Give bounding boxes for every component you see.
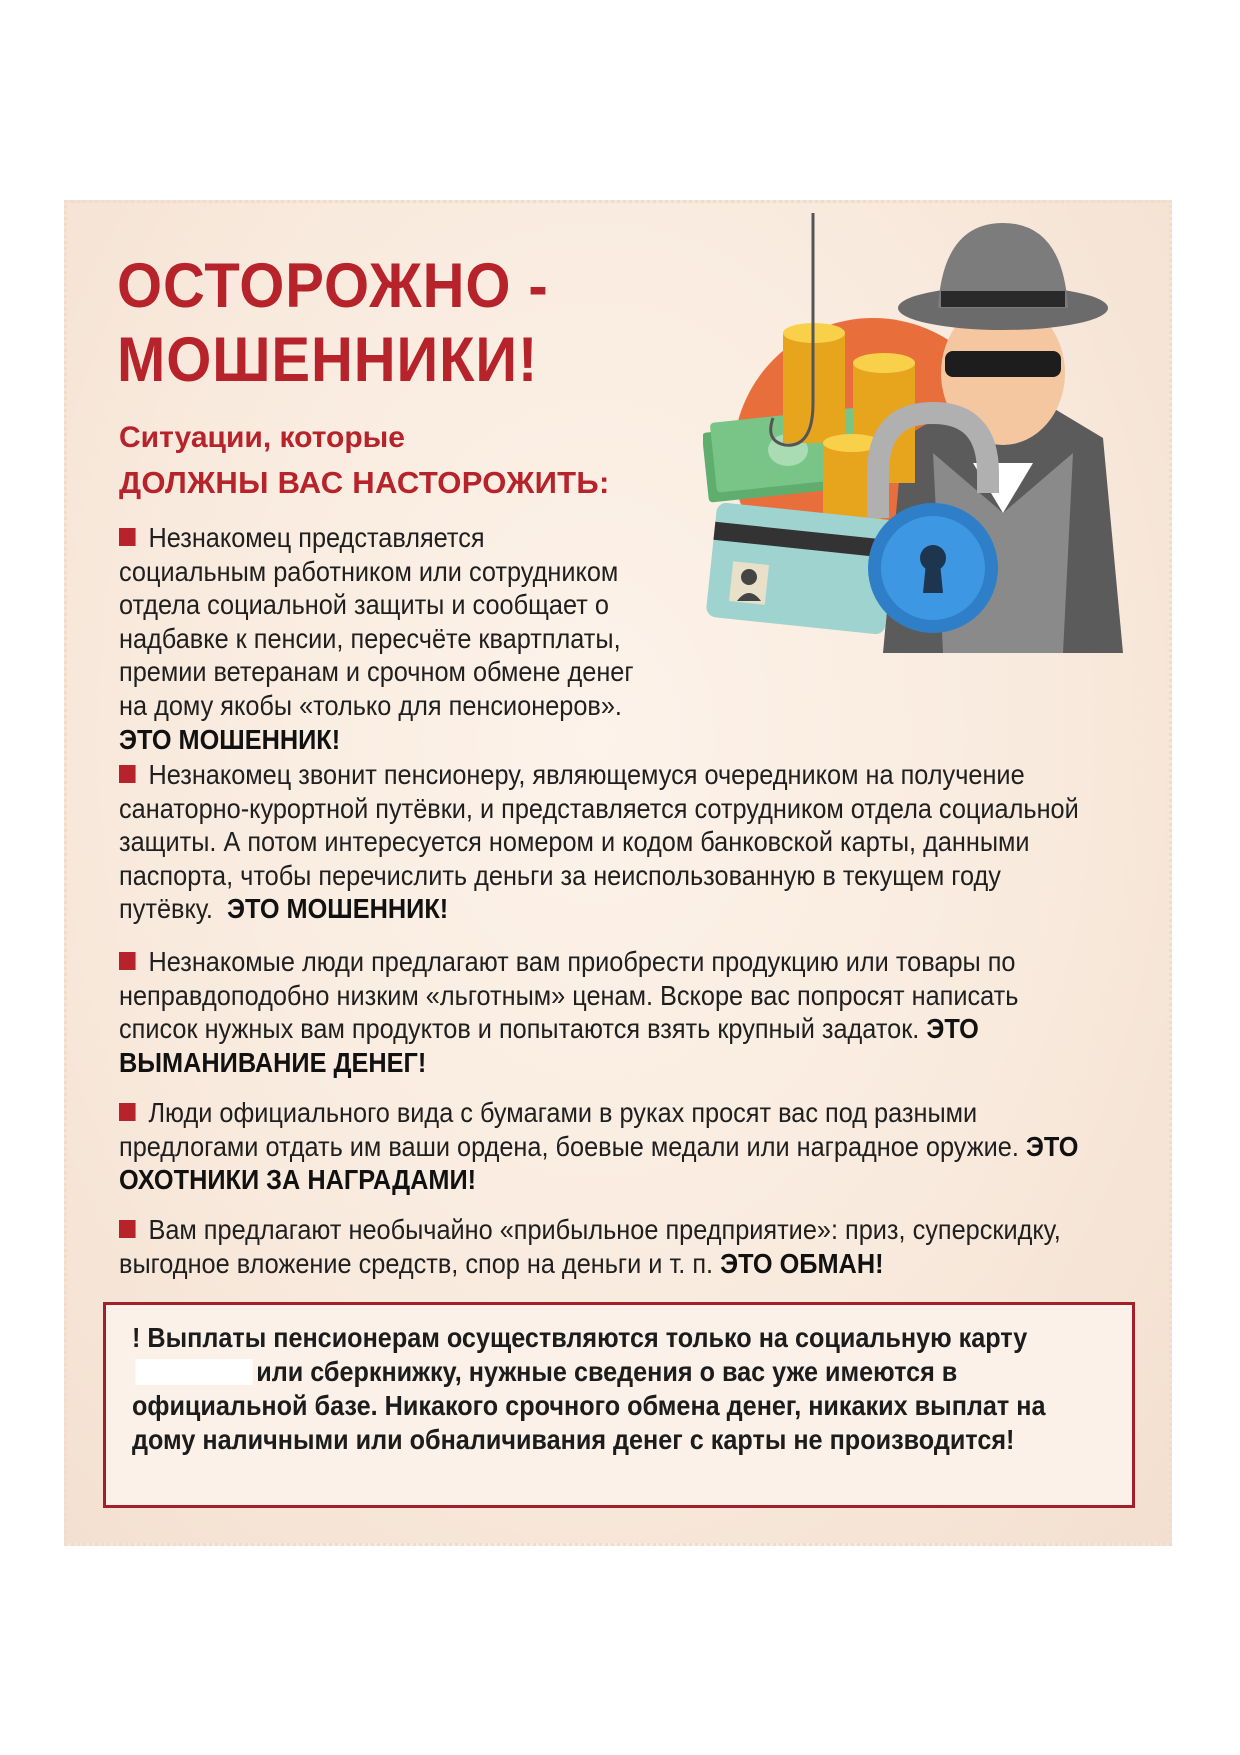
warning-item <box>119 945 1094 1079</box>
subtitle-line-1: Ситуации, которые <box>119 421 405 454</box>
notice-part-1: ! Выплаты пенсионерам осуществляются только на социальную карту <box>132 1322 1028 1353</box>
item-verdict: ЭТО МОШЕННИК! <box>227 893 449 925</box>
warning-item <box>119 521 634 756</box>
warning-item <box>119 1213 1094 1280</box>
notice-text <box>132 1321 1068 1457</box>
title-line-2: МОШЕННИКИ! <box>117 325 539 395</box>
item-text: Вам предлагают необычайно «прибыльное предприятие»: приз, суперскидку, выгодное вложение средств, спор на деньги и т. п. <box>119 1214 1061 1279</box>
bullet-square-icon <box>119 528 136 546</box>
poster <box>64 200 1172 1546</box>
bullet-square-icon <box>119 1103 136 1121</box>
item-verdict: ЭТО ОБМАН! <box>720 1247 884 1279</box>
notice-box <box>103 1302 1135 1508</box>
item-text: Незнакомец представляется социальным работником или сотрудником отдела социальной защиты и сообщает о надбавке к пенсии, пересчёте квартплаты, премии ветеранам и срочном обмене денег на дому якобы «только для пенсионеров». <box>119 522 634 721</box>
notice-part-2: или сберкнижку, нужные сведения о вас уже имеются в официальной базе. Никакого срочного обмена денег, никаких выплат на дому наличными или обналичивания денег с карты не производится! <box>132 1356 1046 1455</box>
item-text: Люди официального вида с бумагами в руках просят вас под разными предлогами отдать им ваши ордена, боевые медали или наградное оружие. <box>119 1097 1019 1162</box>
subtitle-line-2: ДОЛЖНЫ ВАС НАСТОРОЖИТЬ: <box>119 465 610 500</box>
bullet-square-icon <box>119 765 136 783</box>
item-text: Незнакомец звонит пенсионеру, являющемуся очередником на получение санаторно-курортной путёвки, и представляется сотрудником отдела социальной защиты. А потом интересуется номером и кодом банковской карты, данными паспорта, чтобы перечислить деньги за неиспользованную в текущем году путёвку. <box>119 759 1079 925</box>
item-verdict: ЭТО МОШЕННИК! <box>119 723 341 755</box>
redacted-area <box>136 1359 253 1385</box>
warning-item <box>119 758 1094 926</box>
title-line-1: ОСТОРОЖНО - <box>117 251 549 321</box>
item-verdict: ЭТО ОХОТНИКИ ЗА НАГРАДАМИ! <box>119 1130 1079 1196</box>
bank-card-icon <box>705 502 896 635</box>
bullet-square-icon <box>119 952 136 970</box>
warning-item <box>119 1096 1094 1197</box>
item-text: Незнакомые люди предлагают вам приобрести продукцию или товары по неправдоподобно низким «льготным» ценам. Вскоре вас попросят написать список нужных вам продуктов и попытаются взять крупный задаток. <box>119 946 1019 1045</box>
bullet-square-icon <box>119 1220 136 1238</box>
item-verdict: ЭТО ВЫМАНИВАНИЕ ДЕНЕГ! <box>119 1013 979 1078</box>
illustration <box>703 213 1123 653</box>
